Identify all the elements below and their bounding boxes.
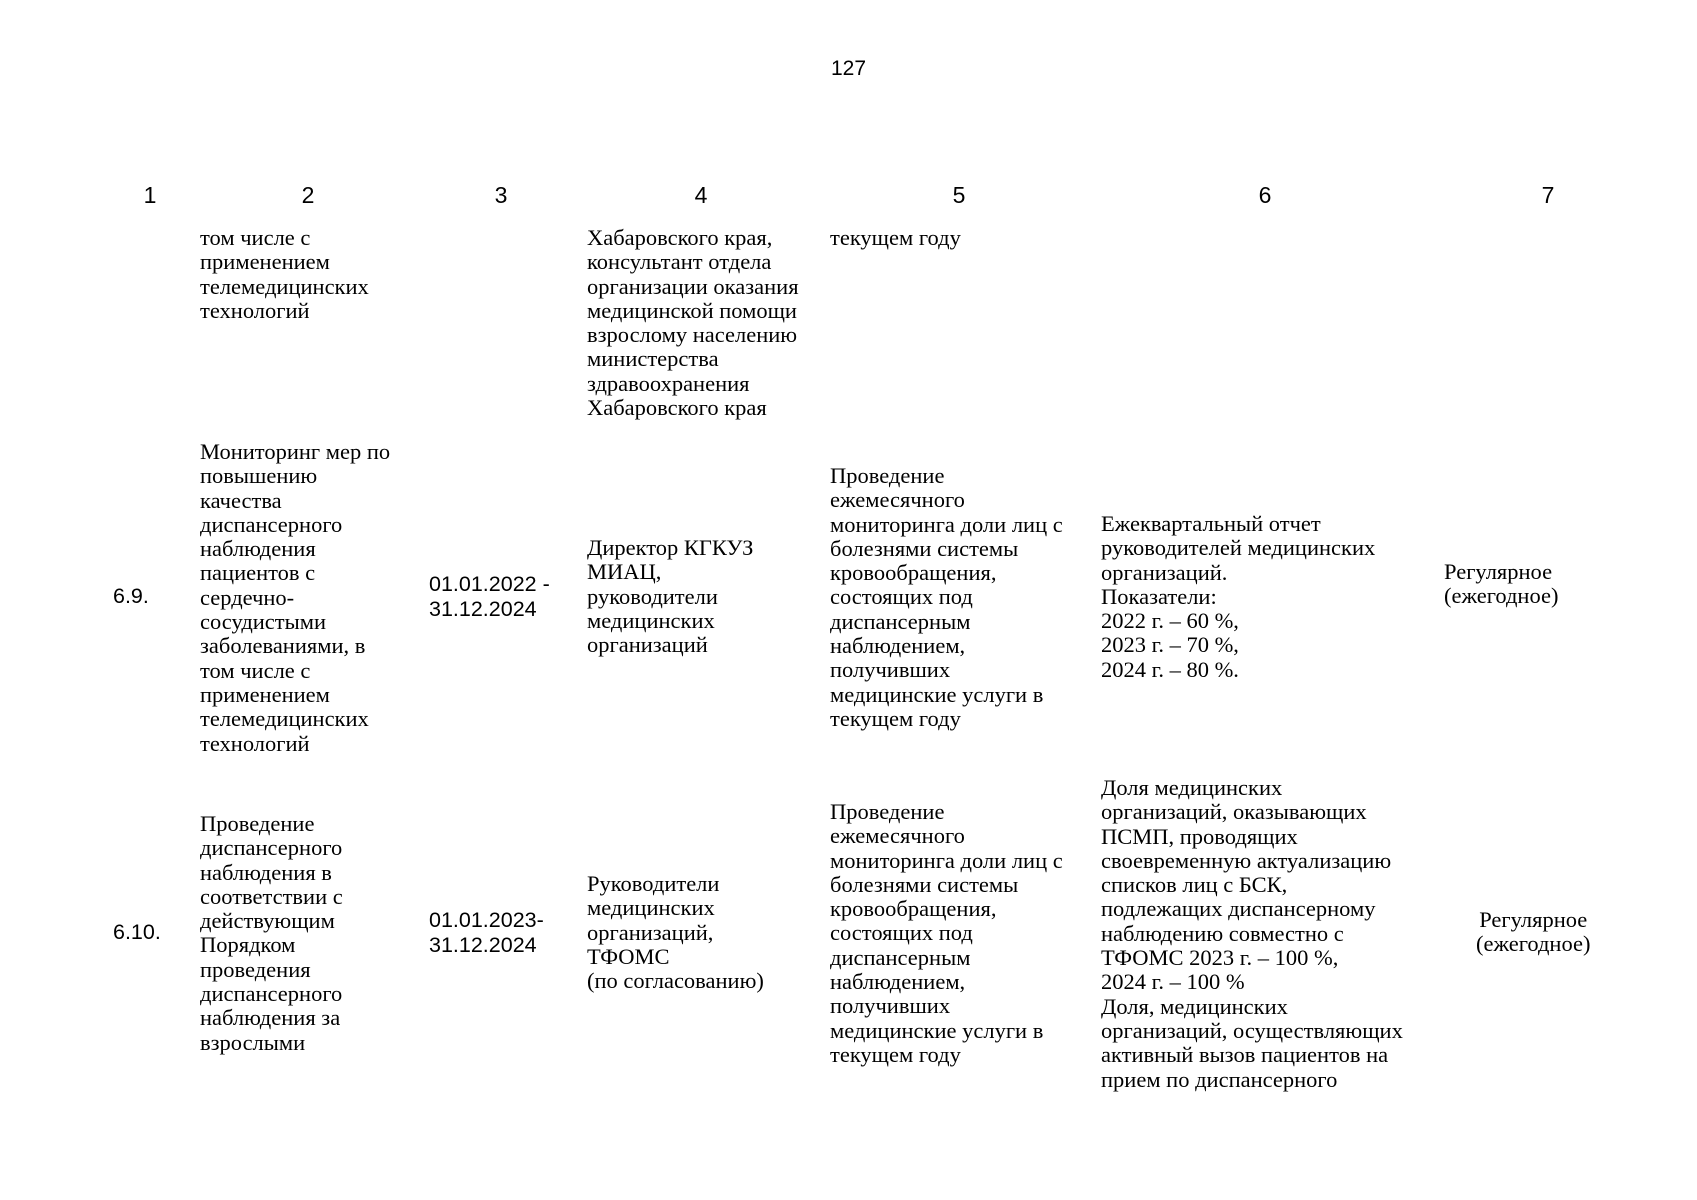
row-responsible: Руководители медицинских организаций, ТФОМС (по согласованию) <box>587 871 764 994</box>
row-result: Проведение ежемесячного мониторинга доли лиц с болезнями системы кровообращения, состоящих под диспансерным наблюдением, получивших медицинские услуги в текущем году <box>830 799 1063 1067</box>
column-header-5: 5 <box>952 182 966 208</box>
row-period: 01.01.2022 - 31.12.2024 <box>429 572 550 621</box>
row-name: том числе с применением телемедицинских технологий <box>200 225 369 323</box>
row-period: 01.01.2023- 31.12.2024 <box>429 908 544 957</box>
row-result: текущем году <box>830 225 961 250</box>
row-indicators: Ежеквартальный отчет руководителей медицинских организаций. Показатели: 2022 г. – 60 %, 2023 г. – 70 %, 2024 г. – 80 %. <box>1101 511 1376 682</box>
row-responsible: Хабаровского края, консультант отдела организации оказания медицинской помощи взрослому населению министерства здравоохранения Хабаровского края <box>587 225 799 421</box>
column-header-3: 3 <box>494 182 508 208</box>
row-name: Проведение диспансерного наблюдения в соответствии с действующим Порядком проведения диспансерного наблюдения за взрослыми <box>200 811 343 1055</box>
column-header-2: 2 <box>301 182 315 208</box>
page-number: 127 <box>830 57 867 80</box>
column-header-1: 1 <box>143 182 157 208</box>
column-header-4: 4 <box>694 182 708 208</box>
row-number: 6.10. <box>113 920 161 944</box>
row-frequency: Регулярное (ежегодное) <box>1444 559 1559 609</box>
column-header-6: 6 <box>1258 182 1272 208</box>
column-header-7: 7 <box>1541 182 1555 208</box>
row-responsible: Директор КГКУЗ МИАЦ, руководители медицинских организаций <box>587 535 754 658</box>
row-number: 6.9. <box>113 584 149 608</box>
row-name: Мониторинг мер по повышению качества диспансерного наблюдения пациентов с сердечно- сосудистыми заболеваниями, в том числе с применением телемедицинских технологий <box>200 439 391 756</box>
row-indicators: Доля медицинских организаций, оказывающих ПСМП, проводящих своевременную актуализацию списков лиц с БСК, подлежащих диспансерному наблюдению совместно с ТФОМС 2023 г. – 100 %, 2024 г. – 100 % Доля, медицинских организаций, осуществляющих активный вызов пациентов на прием по диспансерного <box>1101 775 1403 1092</box>
row-frequency: Регулярное (ежегодное) <box>1476 907 1591 957</box>
row-result: Проведение ежемесячного мониторинга доли лиц с болезнями системы кровообращения, состоящих под диспансерным наблюдением, получивших медицинские услуги в текущем году <box>830 463 1063 731</box>
